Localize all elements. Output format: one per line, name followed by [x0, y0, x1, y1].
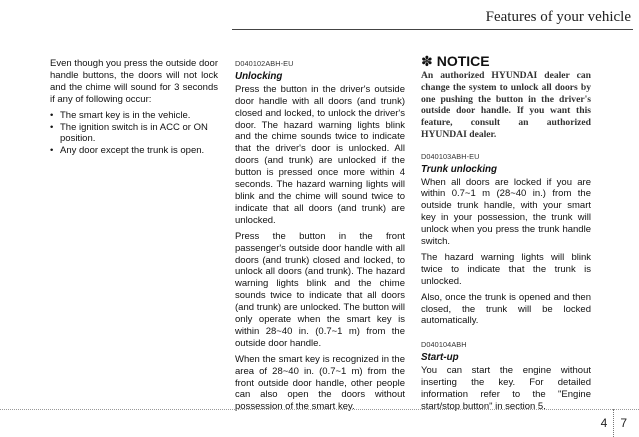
- section-heading-unlocking: Unlocking: [235, 70, 283, 82]
- list-item: • Any door except the trunk is open.: [50, 145, 218, 157]
- body-paragraph: Press the button in the driver's outside door handle with all doors (and trunk) closed and locked, to unlock the driver's door. The hazard warning lights blink and the chime sounds twice to indicate that the driver's door is unlocked. All doors (and trunk) are unlocked if the button is pressed once more within 4 seconds. The hazard warning lights will blink and the chime will sound twice to indicate that all doors (and trunk) are unlocked.: [235, 83, 405, 226]
- list-item: • The ignition switch is in ACC or ON position.: [50, 122, 218, 146]
- notice-heading: [421, 53, 591, 69]
- footer-rule: [0, 409, 639, 410]
- list-item: • The smart key is in the vehicle.: [50, 110, 218, 122]
- body-paragraph: Press the button in the front passenger's outside door handle with all doors (and trunk) closed and locked, to unlock all doors (and trunk). The hazard warning lights blink and the chime sounds twice to indicate that all doors (and trunk) are unlocked. The button will only operate when the smart key is within 28~40 in. (0.7~1 m) from the outside door handle.: [235, 230, 405, 349]
- section-code: D040104ABH: [421, 340, 467, 350]
- page-number: [601, 409, 627, 437]
- notice-body: An authorized HYUNDAI dealer can change the system to unlock all doors by one pushing the button in the driver's outside door handle. If you want this feature, consult an authorized HYUNDAI dealer.: [421, 69, 591, 140]
- section-code: D040102ABH-EU: [235, 59, 294, 68]
- column-left: [50, 58, 218, 157]
- conditions-list: [50, 110, 218, 158]
- notice-title: NOTICE: [436, 53, 490, 69]
- page-header-title: Features of your vehicle: [485, 9, 631, 25]
- column-middle: [235, 58, 405, 417]
- intro-paragraph: Even though you press the outside door handle buttons, the doors will not lock and the chime will sound for 3 seconds if any of following occur:: [50, 58, 218, 105]
- body-paragraph: Also, once the trunk is opened and then closed, the trunk will be locked automatically.: [421, 291, 591, 327]
- column-right: [421, 53, 591, 417]
- section-number: 4: [600, 416, 608, 430]
- section-heading-start-up: Start-up: [421, 352, 459, 364]
- asterisk-icon: ✽: [421, 53, 433, 69]
- body-paragraph: The hazard warning lights will blink twice to indicate that the trunk is unlocked.: [421, 251, 591, 287]
- page-number-value: 7: [620, 416, 627, 430]
- section-code: D040103ABH-EU: [421, 151, 480, 161]
- page-number-separator: [613, 409, 614, 437]
- header-rule: [232, 29, 633, 30]
- body-paragraph: When the smart key is recognized in the area of 28~40 in. (0.7~1 m) from the front outside door handle, other people can also open the doors without possession of the smart key.: [235, 353, 405, 413]
- body-paragraph: You can start the engine without inserting the key. For detailed information refer to the "Engine start/stop button" in section 5.: [421, 365, 591, 412]
- body-paragraph: When all doors are locked if you are within 0.7~1 m (28~40 in.) from the outside trunk handle, with your smart key in your possession, the trunk will unlock when you press the trunk handle switch.: [421, 176, 591, 248]
- section-heading-trunk-unlocking: Trunk unlocking: [421, 163, 498, 175]
